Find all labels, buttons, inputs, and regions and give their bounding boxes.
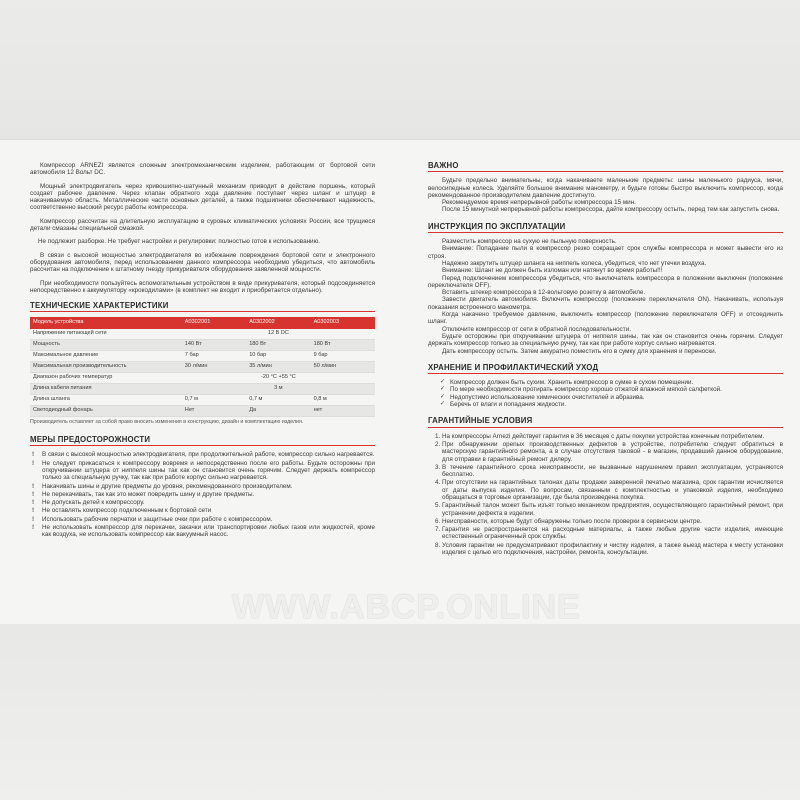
background-top: [0, 0, 800, 140]
intro-paragraph: В связи с высокой мощностью электродвигателя во избежание повреждения бортовой сети и электронного оборудования автомобиля, перед использованием данного компрессора необходимо убедиться, что автомобиль рассчитан на подключение к штатному гнезду прикуривателя оборудования заявленной мощности.: [30, 251, 375, 274]
instruction-step: Дать компрессору остыть. Затем аккуратно поместить его в сумку для хранения и переноски.: [442, 347, 717, 355]
warranty-list: [428, 433, 783, 557]
list-item: ! В связи с высокой мощностью электродвигателя, при продолжительной работе, компрессор сильно нагревается.: [30, 451, 375, 458]
intro-paragraph: Не подлежит разборке. Не требует настройки и регулировки: полностью готов к использованию.: [38, 238, 321, 246]
site-watermark: WWW.ABCP.ONLINE: [232, 588, 581, 626]
row-label: Диапазон рабочих температур: [30, 372, 182, 383]
background-bottom: [0, 624, 800, 800]
important-heading: ВАЖНО: [428, 162, 783, 172]
storage-section: [428, 364, 783, 408]
table-row: [30, 372, 375, 383]
warranty-heading: ГАРАНТИЙНЫЕ УСЛОВИЯ: [428, 417, 783, 427]
cell-value: 140 Вт: [182, 339, 246, 350]
intro-paragraph: Мощный электродвигатель через кривошипно-шатунный механизм приводит в действие поршень, который создает рабочее давление. Через клапан обратного хода давление поступает через шланг и штуцер в накачиваемую область. Металлические части основных деталей, а также подшипники обеспечивают надежность, соответственно высокий ресурс работы компрессора.: [30, 182, 375, 212]
instructions-section: [428, 223, 783, 355]
list-item: ! Не перекачивать, так как это может повредить шину и другие предметы.: [30, 491, 375, 498]
row-label: Максимальная производительность: [30, 361, 182, 372]
table-row: [30, 329, 375, 340]
instruction-step: Вставить штекер компрессора в 12-вольтовую розетку в автомобиле.: [442, 289, 646, 297]
list-item: ! Не оставлять компрессор подключенным к бортовой сети: [30, 507, 375, 514]
row-label: Максимальное давление: [30, 350, 182, 361]
cell-value: 180 Вт: [246, 339, 310, 350]
important-section: [428, 162, 783, 214]
cell-value: 3 м: [182, 383, 375, 394]
important-paragraph: Будьте предельно внимательны, когда накачиваете маленькие предметы: шины маленького радиуса, мячи, велосипедные колеса. Уделяйте большое внимание манометру, и будьте готовы быстро выключить компрессор, когда рекомендованное производителем давление достигнуто.: [428, 177, 783, 199]
list-item: 1. На компрессоры Arnezi действует гарантия в 36 месяцев с даты покупки устройства конечным потребителем.: [442, 433, 783, 440]
instruction-step: Отключите компрессор от сети в обратной последовательности.: [442, 325, 631, 333]
list-item: 6. Неисправности, которые будут обнаружены только после проверки в сервисном центре.: [442, 518, 783, 525]
important-paragraph: После 15 минутной непрерывной работы компрессора, дайте компрессору остыть, перед тем как запустить снова.: [442, 206, 780, 214]
instruction-step: Внимание: Попадание пыли в компрессор резко сокращает срок службы компрессора и может вывести его из строя.: [428, 245, 783, 260]
list-item: ✓ Недопустимо использование химических очистителей и абразива.: [440, 394, 783, 401]
cell-value: нет: [311, 405, 375, 416]
instruction-step: Перед подключением компрессора убедиться, что выключатель компрессора в положении выключен (положение переключателя OFF).: [428, 274, 783, 289]
instructions-heading: ИНСТРУКЦИЯ ПО ЭКСПЛУАТАЦИИ: [428, 223, 783, 233]
cell-value: 0,7 м: [246, 394, 310, 405]
row-label: Светодиодный фонарь: [30, 405, 182, 416]
storage-list: [440, 379, 783, 408]
list-item: 7. Гарантия не распространяется на расходные материалы, а также любые другие части изделия, имеющие естественный ограниченный срок службы.: [442, 526, 783, 541]
specs-header-row: [30, 317, 375, 328]
row-label: Длина шланга: [30, 394, 182, 405]
cell-value: 7 бар: [182, 350, 246, 361]
cell-value: -20 °С +55 °С: [182, 372, 375, 383]
list-item: ! Накачивать шины и другие предметы до уровня, рекомендованного производителем.: [30, 483, 375, 490]
table-row: [30, 361, 375, 372]
specs-table: [30, 317, 375, 416]
row-label: Длина кабеля питания: [30, 383, 182, 394]
instruction-step: Разместить компрессор на сухую не пыльную поверхность.: [442, 238, 617, 246]
cell-value: 35 л/мин: [246, 361, 310, 372]
table-row: [30, 383, 375, 394]
specs-note: Производитель оставляет за собой право вносить изменения в конструкцию, дизайн и комплектацию изделия.: [30, 418, 304, 425]
cell-value: 30 л/мин: [182, 361, 246, 372]
instruction-step: Будьте осторожны при откручивании штуцера от ниппеля шины, так как он становится очень горячим. Следует держать компрессор только за специальную ручку, так как при работе корпус сильно нагревается.: [428, 332, 783, 348]
instruction-step: Надежно закрутить штуцер шланга на ниппель колеса, убедиться, что нет утечки воздуха.: [442, 259, 707, 267]
list-item: 4. При отсутствии на гарантийных талонах даты продажи заверенной печатью магазина, срок гарантии исчисляется от даты выпуска изделия. По вопросам, связанным с комплектностью и упаковкой изделия, необходимо обращаться в торговые организации, где была произведена покупка.: [442, 479, 783, 501]
precautions-list: [30, 451, 375, 538]
cell-value: 12 В DC: [182, 329, 375, 340]
list-item: 2. При обнаружении openых производственных дефектов в устройстве, потребителю следует обратиться в мастерскую гарантийного ремонта, а в случае отсутствия таковой - в магазин, продавший данное оборудование, для отправки в гарантийный ремонт дилеру.: [442, 441, 783, 463]
precautions-section: [30, 436, 375, 539]
right-column: [428, 162, 783, 565]
cell-value: 0,8 м: [311, 394, 375, 405]
precautions-heading: МЕРЫ ПРЕДОСТОРОЖНОСТИ: [30, 436, 375, 446]
intro-paragraph: Компрессор рассчитан на длительную эксплуатацию в суровых климатических условиях России, все трущиеся детали смазаны специальной смазкой.: [30, 217, 375, 233]
warranty-section: [428, 417, 783, 556]
list-item: 5. Гарантийный талон может быть изъят только механиком предприятия, осуществляющего гарантийный ремонт, при устранении дефекта в изделии.: [442, 502, 783, 517]
instruction-step: Когда накачено требуемое давление, выключить компрессор (положение переключателя OFF) и отсоединить шланг.: [428, 311, 783, 326]
row-label: Напряжение питающей сети: [30, 329, 182, 340]
specs-col-header: A0302002: [246, 317, 310, 328]
intro-text: [30, 162, 375, 294]
table-row: [30, 339, 375, 350]
instruction-step: Внимание: Шланг не должен быть изломан или натянут во время работы!!!: [442, 267, 663, 275]
list-item: ! Не допускать детей к компрессору.: [30, 499, 375, 506]
table-row: [30, 394, 375, 405]
storage-heading: ХРАНЕНИЕ И ПРОФИЛАКТИЧЕСКИЙ УХОД: [428, 364, 783, 374]
specs-heading: ТЕХНИЧЕСКИЕ ХАРАКТЕРИСТИКИ: [30, 302, 375, 312]
list-item: ✓ Компрессор должен быть сухим. Хранить компрессор в сумке в сухом помещении.: [440, 379, 783, 386]
intro-paragraph: Компрессор ARNEZI является сложным электромеханическим изделием, работающим от бортовой сети автомобиля 12 Вольт DC.: [30, 162, 375, 177]
cell-value: Да: [246, 405, 310, 416]
list-item: 3. В течение гарантийного срока неисправности, не вызванные нарушением правил эксплуатации, устраняются бесплатно.: [442, 464, 783, 479]
cell-value: 0,7 м: [182, 394, 246, 405]
specs-col-header: A0302003: [311, 317, 375, 328]
list-item: ! Использовать рабочие перчатки и защитные очки при работе с компрессором.: [30, 516, 375, 523]
instruction-step: Завести двигатель автомобиля. Включить компрессор (положение переключателя ON). Накачивать, используя показания встроенного манометра.: [428, 296, 783, 311]
list-item: ! Не использовать компрессор для перекачки, закачки или транспортировки любых газов или жидкостей, кроме как воздуха, не использовать компрессор как вакуумный насос.: [30, 524, 375, 539]
cell-value: 9 бар: [311, 350, 375, 361]
row-label: Мощность: [30, 339, 182, 350]
list-item: ✓ Беречь от влаги и попадания жидкости.: [440, 401, 783, 408]
list-item: 8. Условия гарантии не предусматривают профилактику и чистку изделия, а также выезд мастера к месту установки изделия с целью его подключения, настройки, ремонта, консультации.: [442, 542, 783, 557]
specs-col-header: Модель устройства: [30, 317, 182, 328]
list-item: ! Не следует прикасаться к компрессору вовремя и непосредственно после его работы. Будьте осторожны при откручивании штуцера от ниппеля шины так как он становится очень горячим. Следует держать компрессор только за специальную ручку, так как при работе корпус сильно нагревается.: [30, 460, 375, 482]
cell-value: 180 Вт: [311, 339, 375, 350]
cell-value: Нет: [182, 405, 246, 416]
list-item: ✓ По мере необходимости протирать компрессор хорошо отжатой влажной мягкой салфеткой.: [440, 386, 783, 393]
cell-value: 10 бар: [246, 350, 310, 361]
cell-value: 50 л/мин: [311, 361, 375, 372]
left-column: [30, 162, 375, 540]
intro-paragraph: При необходимости пользуйтесь вспомогательным устройством в виде прикуривателя, который подсоединяется непосредственно к аккумулятору «крокодилами» (в комплект не входит и приобретается отдельно).: [30, 279, 375, 294]
specs-col-header: A0302001: [182, 317, 246, 328]
important-paragraph: Рекомендуемое время непрерывной работы компрессора 15 мин.: [442, 199, 636, 207]
table-row: [30, 405, 375, 416]
table-row: [30, 350, 375, 361]
